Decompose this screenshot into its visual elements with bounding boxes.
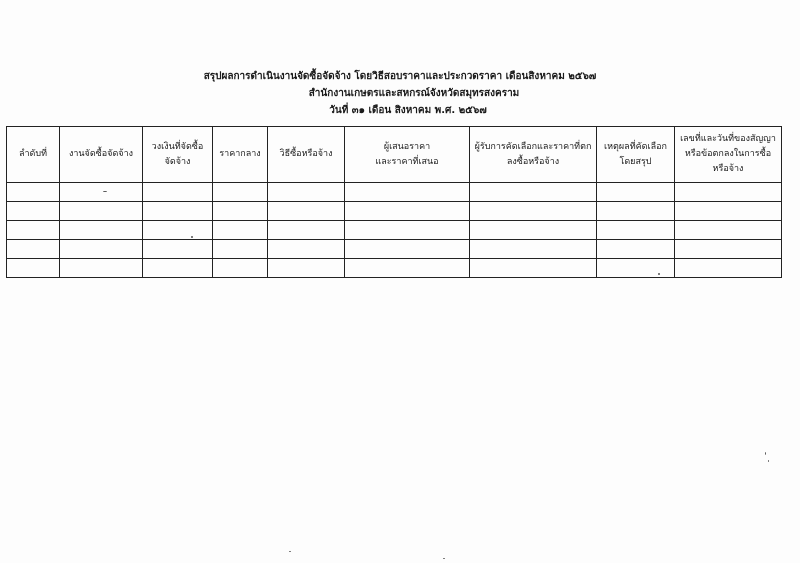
table-cell [597,259,675,278]
table-cell [213,259,268,278]
table-cell [268,183,345,202]
procurement-summary-table [6,126,782,278]
table-cell [597,221,675,240]
table-cell [345,221,470,240]
table-cell [675,183,782,202]
table-cell [60,240,143,259]
table-cell [675,259,782,278]
table-cell [213,221,268,240]
scan-speck [658,273,660,275]
table-cell [675,240,782,259]
table-row [7,183,782,202]
office-name: สำนักงานเกษตรและสหกรณ์จังหวัดสมุทรสงคราม [308,88,520,99]
table-cell [7,259,60,278]
table-row [7,259,782,278]
table-cell [60,202,143,221]
table-cell [597,202,675,221]
table-cell [7,240,60,259]
table-cell [143,240,213,259]
table-cell [675,202,782,221]
table-cell [213,183,268,202]
table-cell [470,240,597,259]
table-row [7,202,782,221]
table-cell [7,183,60,202]
document-date: วันที่ ๓๑ เดือน สิงหาคม พ.ศ. ๒๕๖๗ [329,105,487,116]
table-cell [345,183,470,202]
table-cell [345,259,470,278]
table-row [7,221,782,240]
table-cell [268,221,345,240]
table-cell [143,183,213,202]
table-cell [7,221,60,240]
table-cell [345,202,470,221]
scan-speck [765,452,766,455]
scan-speck [289,551,291,552]
table-cell [675,221,782,240]
table-body [7,183,782,278]
table-row [7,240,782,259]
table-cell [60,259,143,278]
scan-speck [191,236,193,238]
table-cell [268,259,345,278]
table-cell [143,259,213,278]
column-header-budget: วงเงินที่จัดซื้อ จัดจ้าง [143,127,213,183]
column-header-median-price: ราคากลาง [213,127,268,183]
column-header-sequence: ลำดับที่ [7,127,60,183]
table-cell [143,202,213,221]
table-cell [213,240,268,259]
table-cell [60,221,143,240]
table-cell [268,202,345,221]
table-cell [470,202,597,221]
table-cell [597,240,675,259]
scan-speck [443,558,445,559]
table-cell [268,240,345,259]
scan-speck [768,460,769,462]
table-cell [470,259,597,278]
column-header-procurement-item: งานจัดซื้อจัดจ้าง [60,127,143,183]
column-header-selected-bidder: ผู้รับการคัดเลือกและราคาที่ตก ลงซื้อหรือจ้าง [470,127,597,183]
table-cell [597,183,675,202]
table-cell [470,221,597,240]
table-cell [345,240,470,259]
table-cell [143,221,213,240]
table-cell [470,183,597,202]
column-header-bidders: ผู้เสนอราคา และราคาที่เสนอ [345,127,470,183]
column-header-contract: เลขที่และวันที่ของสัญญา หรือข้อตกลงในการซื้อ หรือจ้าง [675,127,782,183]
column-header-reason: เหตุผลที่คัดเลือก โดยสรุป [597,127,675,183]
table-cell [7,202,60,221]
scan-speck [103,191,107,192]
table-cell [60,183,143,202]
document-title: สรุปผลการดำเนินงานจัดซื้อจัดจ้าง โดยวิธีสอบราคาและประกวดราคา เดือนสิงหาคม ๒๕๖๗ [203,71,597,82]
column-header-method: วิธีซื้อหรือจ้าง [268,127,345,183]
table-cell [213,202,268,221]
table-header-row [7,127,782,183]
